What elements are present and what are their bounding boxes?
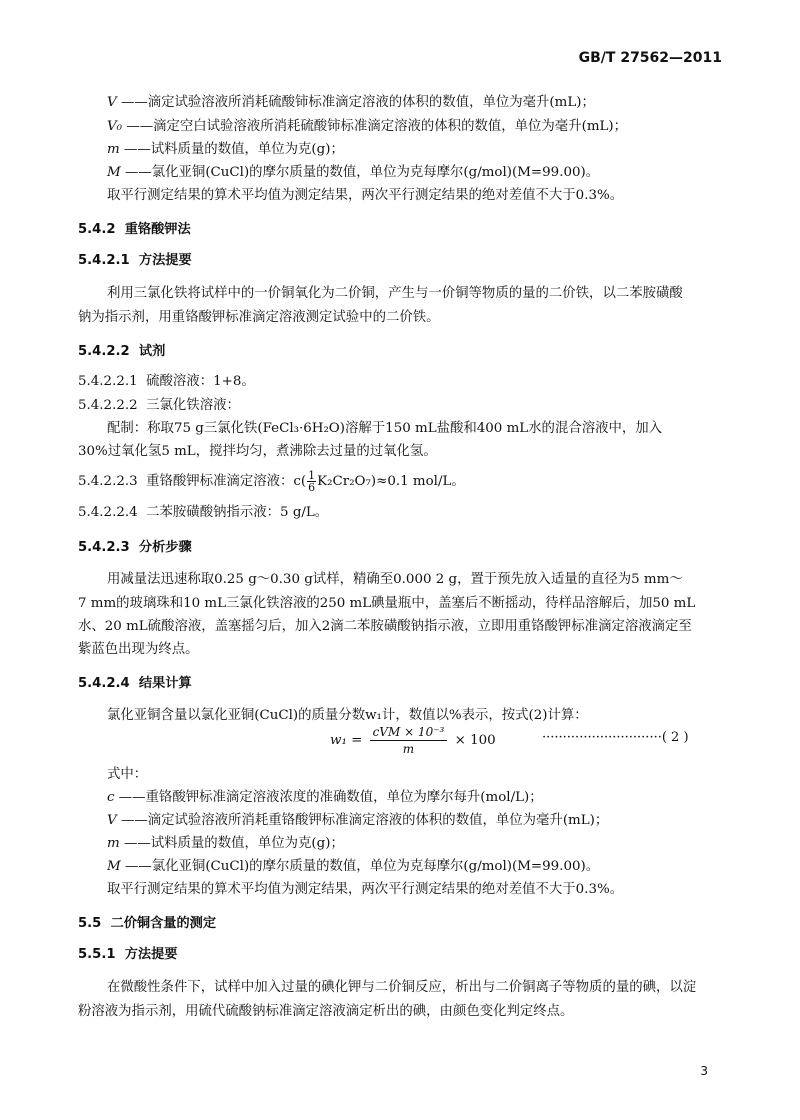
result-note: 取平行测定结果的算术平均值为测定结果，两次平行测定结果的绝对差值不大于0.3%。 [107,882,624,897]
section-heading: 5.4.2.2 试剂 [78,344,166,359]
reagent-item: 5.4.2.2.4 二苯胺磺酸钠指示液：5 g/L。 [78,505,329,520]
def-line: m ——试料质量的数值，单位为克(g)； [107,836,344,851]
paragraph-line: 钠为指示剂，用重铬酸钾标准滴定溶液测定试验中的二价铁。 [78,310,440,325]
paragraph-line: 利用三氯化铁将试样中的一价铜氧化为二价铜，产生与一价铜等物质的量的二价铁，以二苯胺磺酸 [107,286,683,301]
paragraph-line: 配制：称取75 g三氯化铁(FeCl₃·6H₂O)溶解于150 mL盐酸和400 mL水的混合溶液中，加入 [107,421,663,436]
where-label: 式中： [107,767,148,782]
paragraph-line: 用减量法迅速称取0.25 g～0.30 g试样，精确至0.000 2 g，置于预先放入适量的直径为5 mm～ [107,572,683,587]
section-heading: 5.4.2 重铬酸钾法 [78,222,191,237]
section-heading: 5.5 二价铜含量的测定 [78,916,217,931]
result-note: 取平行测定结果的算术平均值为测定结果，两次平行测定结果的绝对差值不大于0.3%。 [107,188,624,203]
formula-label: ·····························( 2 ) [542,730,689,745]
section-heading: 5.4.2.1 方法提要 [78,253,192,268]
paragraph-line: 紫蓝色出现为终点。 [78,642,199,657]
page-number: 3 [700,1064,708,1078]
def-line: c ——重铬酸钾标准滴定溶液浓度的准确数值，单位为摩尔每升(mol/L)； [107,790,543,805]
reagent-item: 5.4.2.2.2 三氯化铁溶液： [78,398,240,413]
reagent-item: 5.4.2.2.3 重铬酸钾标准滴定溶液：c( $\frac{1}{6}$ K₂Cr₂O₇)≈0.1 mol/L。 [78,469,465,494]
paragraph-line: 在微酸性条件下，试样中加入过量的碘化钾与二价铜反应，析出与二价铜离子等物质的量的碘，以淀 [107,980,697,995]
def-line: V₀ ——滴定空白试验溶液所消耗硫酸铈标准滴定溶液的体积的数值，单位为毫升(mL)； [107,119,628,134]
paragraph-line: 7 mm的玻璃珠和10 mL三氯化铁溶液的250 mL碘量瓶中，盖塞后不断摇动，待样品溶解后，加50 mL [78,596,696,611]
fraction: $\frac{1}{6}$ [308,469,316,494]
paragraph-line: 水、20 mL硫酸溶液，盖塞摇匀后，加入2滴二苯胺磺酸钠指示液，立即用重铬酸钾标准滴定溶液滴定至 [78,619,692,634]
paragraph-line: 氯化亚铜含量以氯化亚铜(CuCl)的质量分数w₁计，数值以%表示，按式(2)计算： [107,708,588,723]
section-heading: 5.4.2.4 结果计算 [78,676,192,691]
reagent-item: 5.4.2.2.1 硫酸溶液：1+8。 [78,374,255,389]
formula-2: w₁ = cVM × 10⁻³ m × 100 [330,725,496,756]
def-line: M ——氯化亚铜(CuCl)的摩尔质量的数值，单位为克每摩尔(g/mol)(M=99.00)。 [107,165,600,180]
section-heading: 5.4.2.3 分析步骤 [78,540,192,555]
def-line: M ——氯化亚铜(CuCl)的摩尔质量的数值，单位为克每摩尔(g/mol)(M=99.00)。 [107,859,600,874]
paragraph-line: 粉溶液为指示剂，用硫代硫酸钠标准滴定溶液滴定析出的碘，由颜色变化判定终点。 [78,1004,574,1019]
standard-code: GB/T 27562—2011 [578,50,722,66]
def-line: m ——试料质量的数值，单位为克(g)； [107,142,344,157]
def-line: V ——滴定试验溶液所消耗重铬酸钾标准滴定溶液的体积的数值，单位为毫升(mL)； [107,813,609,828]
def-line: V ——滴定试验溶液所消耗硫酸铈标准滴定溶液的体积的数值，单位为毫升(mL)； [107,95,595,110]
paragraph-line: 30%过氧化氢5 mL，搅拌均匀，煮沸除去过量的过氧化氢。 [78,444,437,459]
section-heading: 5.5.1 方法提要 [78,947,178,962]
